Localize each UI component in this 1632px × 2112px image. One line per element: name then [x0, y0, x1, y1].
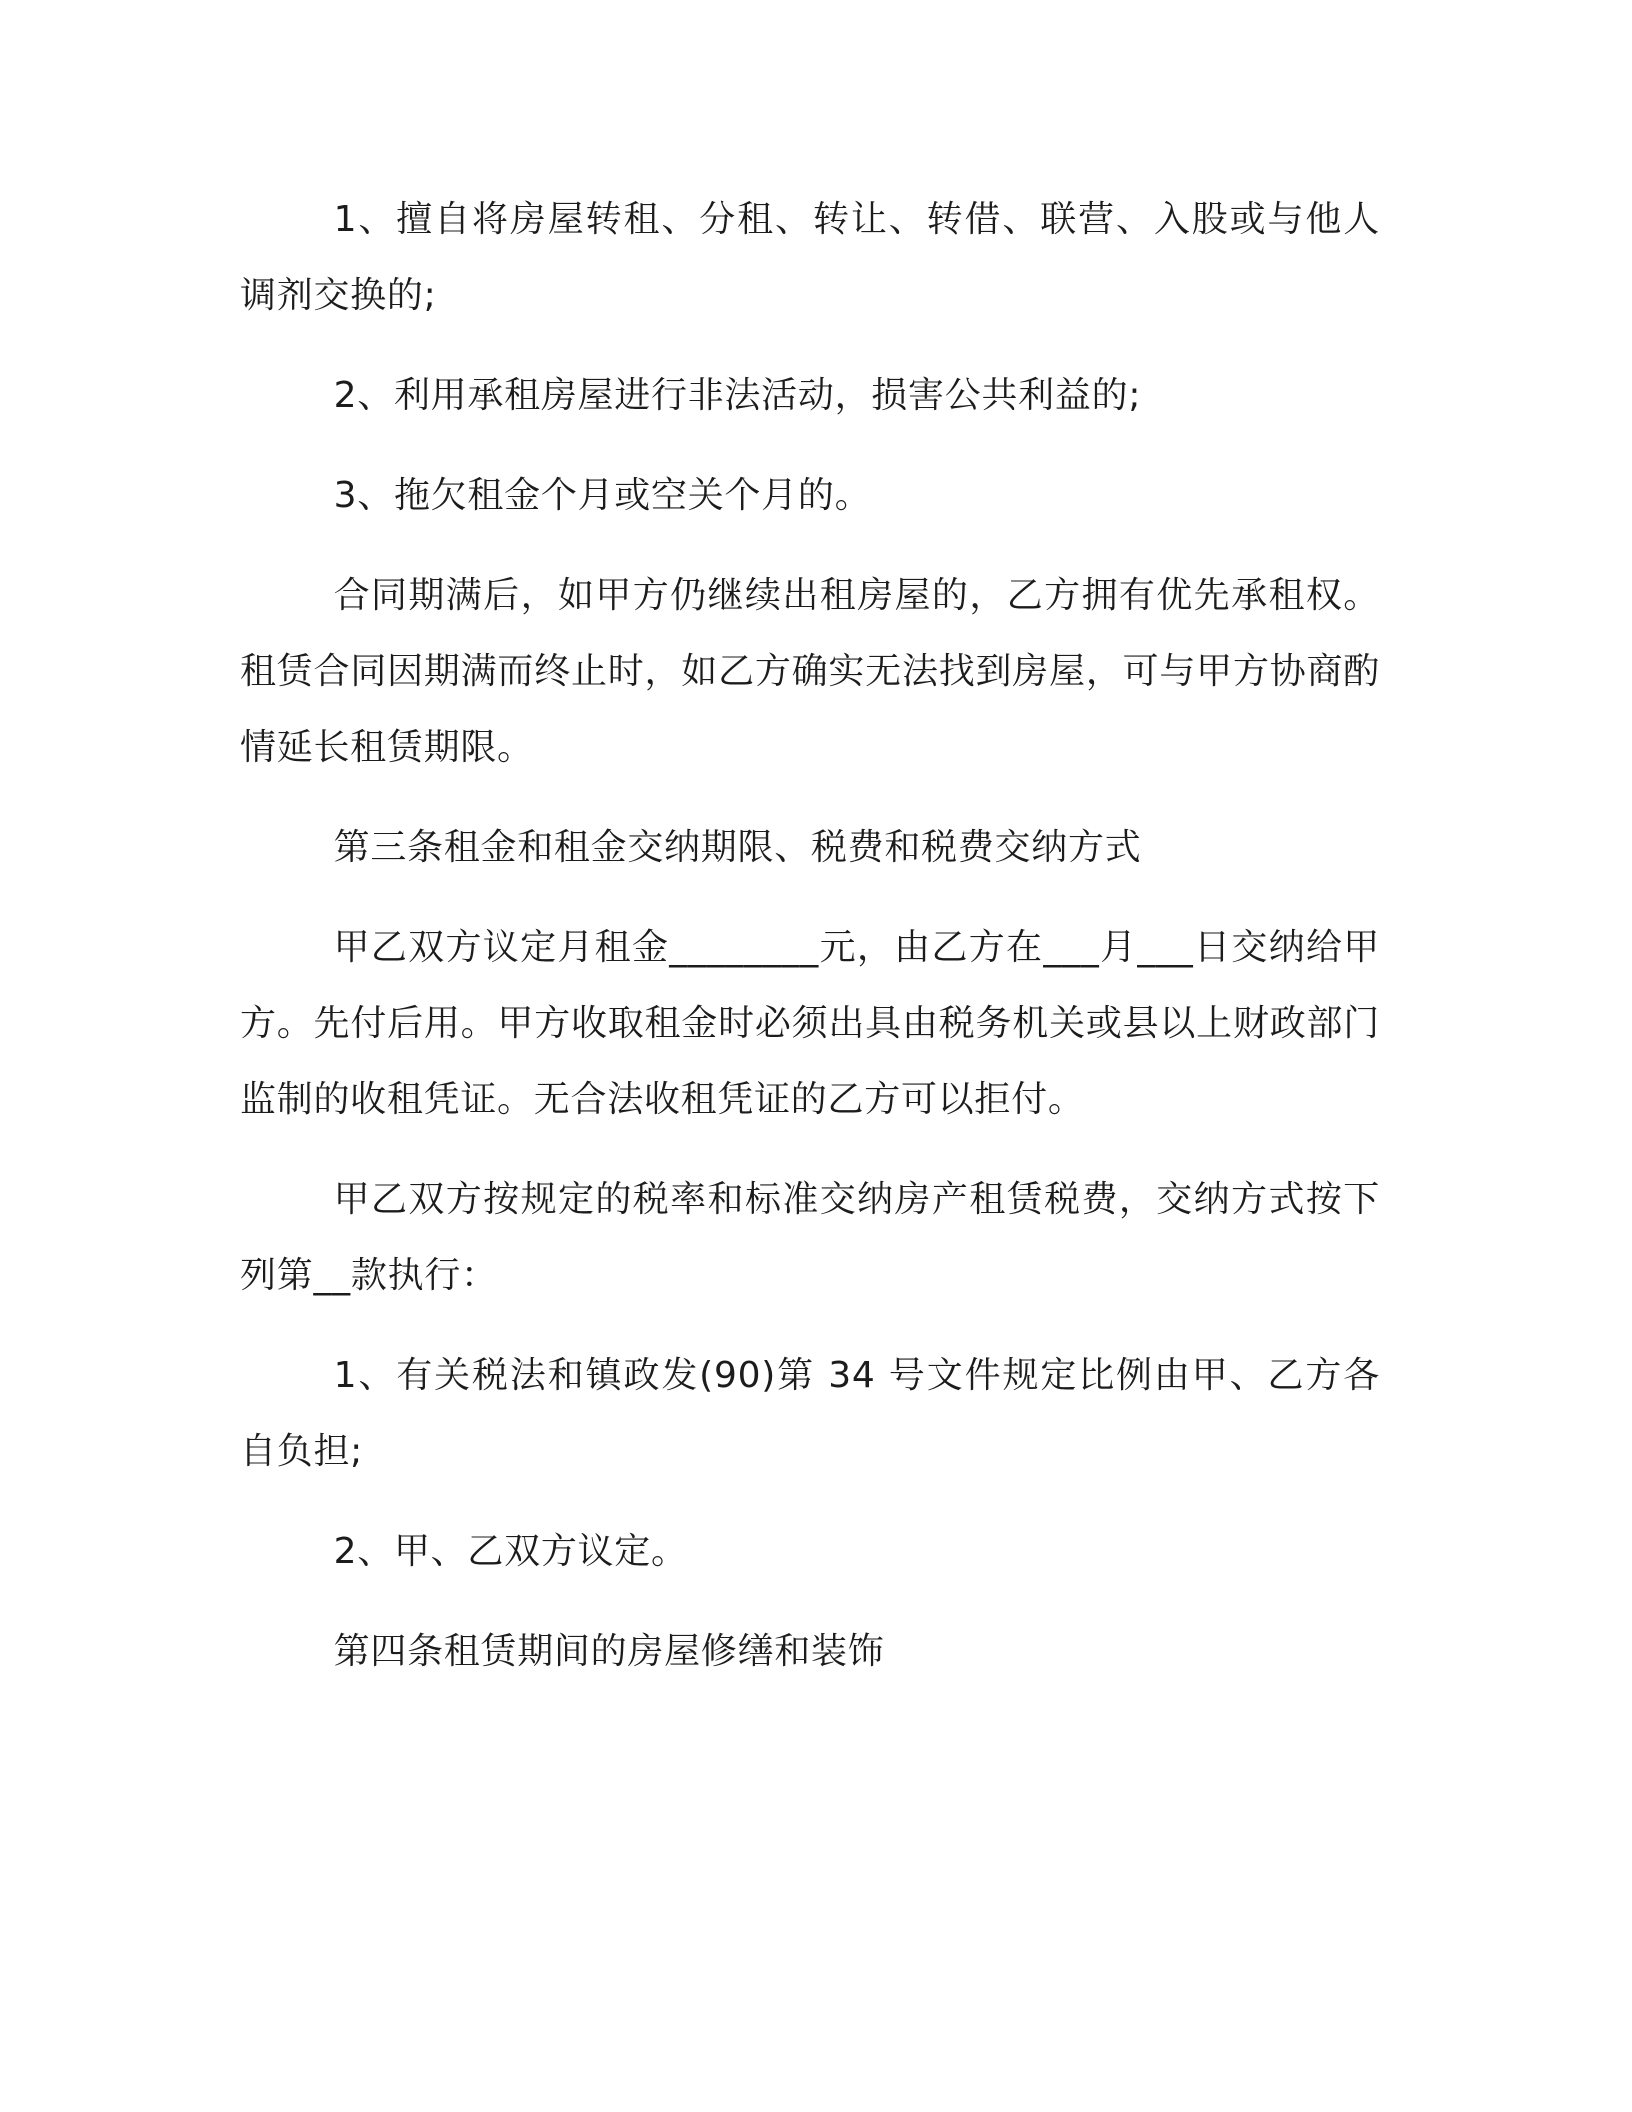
tax-paragraph: 甲乙双方按规定的税率和标准交纳房产租赁税费，交纳方式按下列第__款执行： — [240, 1179, 1380, 1296]
rent-paragraph: 甲乙双方议定月租金________元，由乙方在___月___日交纳给甲方。先付后用。甲方收取租金时必须出具由税务机关或县以上财政部门监制的收租凭证。无合法收租凭证的乙方可以拒付。 — [240, 927, 1380, 1120]
clause-item-1: 1、擅自将房屋转租、分租、转让、转借、联营、入股或与他人调剂交换的; — [240, 199, 1380, 316]
article-4-heading: 第四条租赁期间的房屋修缮和装饰 — [333, 1631, 885, 1672]
clause-item-2: 2、利用承租房屋进行非法活动，损害公共利益的; — [333, 375, 1142, 416]
clause-item-3: 3、拖欠租金个月或空关个月的。 — [333, 475, 872, 516]
tax-item-2: 2、甲、乙双方议定。 — [333, 1531, 688, 1572]
renewal-paragraph: 合同期满后，如甲方仍继续出租房屋的，乙方拥有优先承租权。租赁合同因期满而终止时，如乙方确实无法找到房屋，可与甲方协商酌情延长租赁期限。 — [240, 575, 1380, 768]
document-body — [240, 182, 1380, 1690]
tax-item-1: 1、有关税法和镇政发(90)第 34 号文件规定比例由甲、乙方各自负担; — [240, 1355, 1380, 1472]
article-3-heading: 第三条租金和租金交纳期限、税费和税费交纳方式 — [333, 827, 1142, 868]
